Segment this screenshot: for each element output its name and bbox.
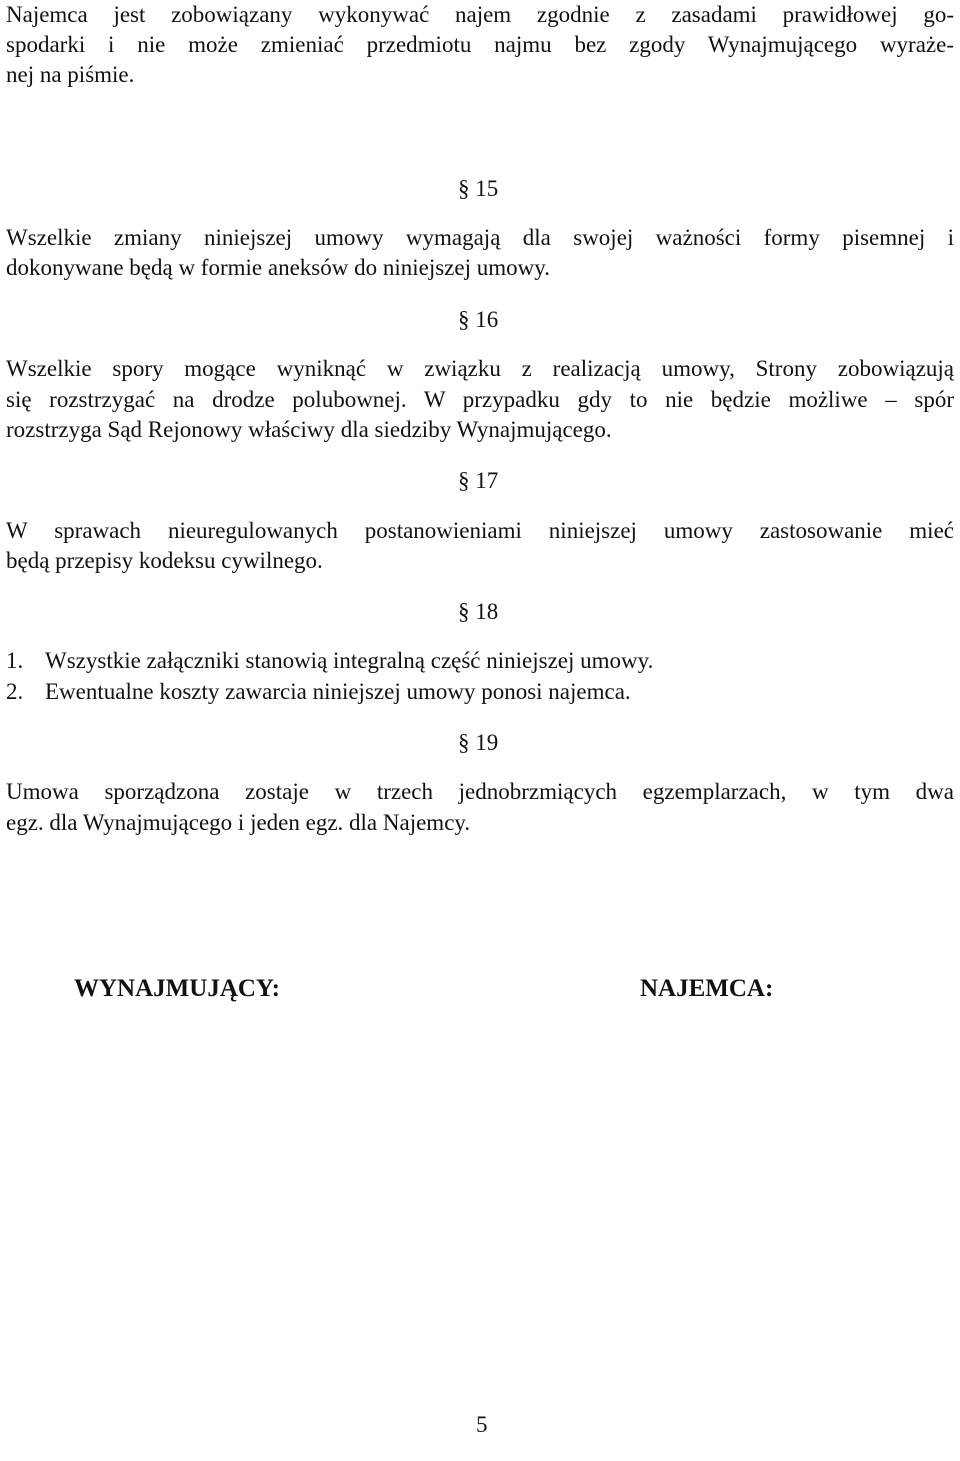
section-19-heading: § 19	[458, 730, 499, 755]
section-17-line-1: W sprawach nieuregulowanych postanowieniami niniejszej umowy zastosowanie mieć	[6, 518, 954, 543]
section-18-item-1-number: 1.	[6, 648, 24, 673]
landlord-signature-label: WYNAJMUJĄCY:	[74, 975, 281, 1002]
section-18-item-1-text: Wszystkie załączniki stanowią integralną część niniejszej umowy.	[45, 648, 654, 673]
section-18-item-2	[6, 677, 631, 707]
section-18-item-2-text: Ewentualne koszty zawarcia niniejszej umowy ponosi najemca.	[45, 679, 631, 704]
page-number: 5	[476, 1412, 488, 1437]
section-16-line-1: Wszelkie spory mogące wyniknąć w związku z realizacją umowy, Strony zobowiązują	[6, 356, 954, 381]
section-17-line-2: będą przepisy kodeksu cywilnego.	[6, 548, 323, 573]
section-18-item-2-number: 2.	[6, 679, 24, 704]
section-18-item-1	[6, 646, 653, 676]
section-18-heading: § 18	[458, 599, 499, 624]
tenant-signature-label: NAJEMCA:	[640, 975, 774, 1002]
section-19-line-2: egz. dla Wynajmującego i jeden egz. dla Najemcy.	[6, 810, 471, 835]
section-15-line-1: Wszelkie zmiany niniejszej umowy wymagają dla swojej ważności formy pisemnej i	[6, 225, 954, 250]
section-19-line-1: Umowa sporządzona zostaje w trzech jednobrzmiących egzemplarzach, w tym dwa	[6, 779, 954, 804]
section-17-heading: § 17	[458, 468, 499, 493]
section-15-heading: § 15	[458, 176, 499, 201]
intro-line-1: Najemca jest zobowiązany wykonywać najem zgodnie z zasadami prawidłowej go-	[6, 2, 954, 27]
intro-line-3: nej na piśmie.	[6, 62, 135, 87]
intro-line-2: spodarki i nie może zmieniać przedmiotu najmu bez zgody Wynajmującego wyraże-	[6, 32, 954, 57]
section-15-line-2: dokonywane będą w formie aneksów do niniejszej umowy.	[6, 255, 550, 280]
section-16-line-3: rozstrzyga Sąd Rejonowy właściwy dla siedziby Wynajmującego.	[6, 417, 612, 442]
section-16-line-2: się rozstrzygać na drodze polubownej. W przypadku gdy to nie będzie możliwe – spór	[6, 387, 954, 412]
section-16-heading: § 16	[458, 307, 499, 332]
